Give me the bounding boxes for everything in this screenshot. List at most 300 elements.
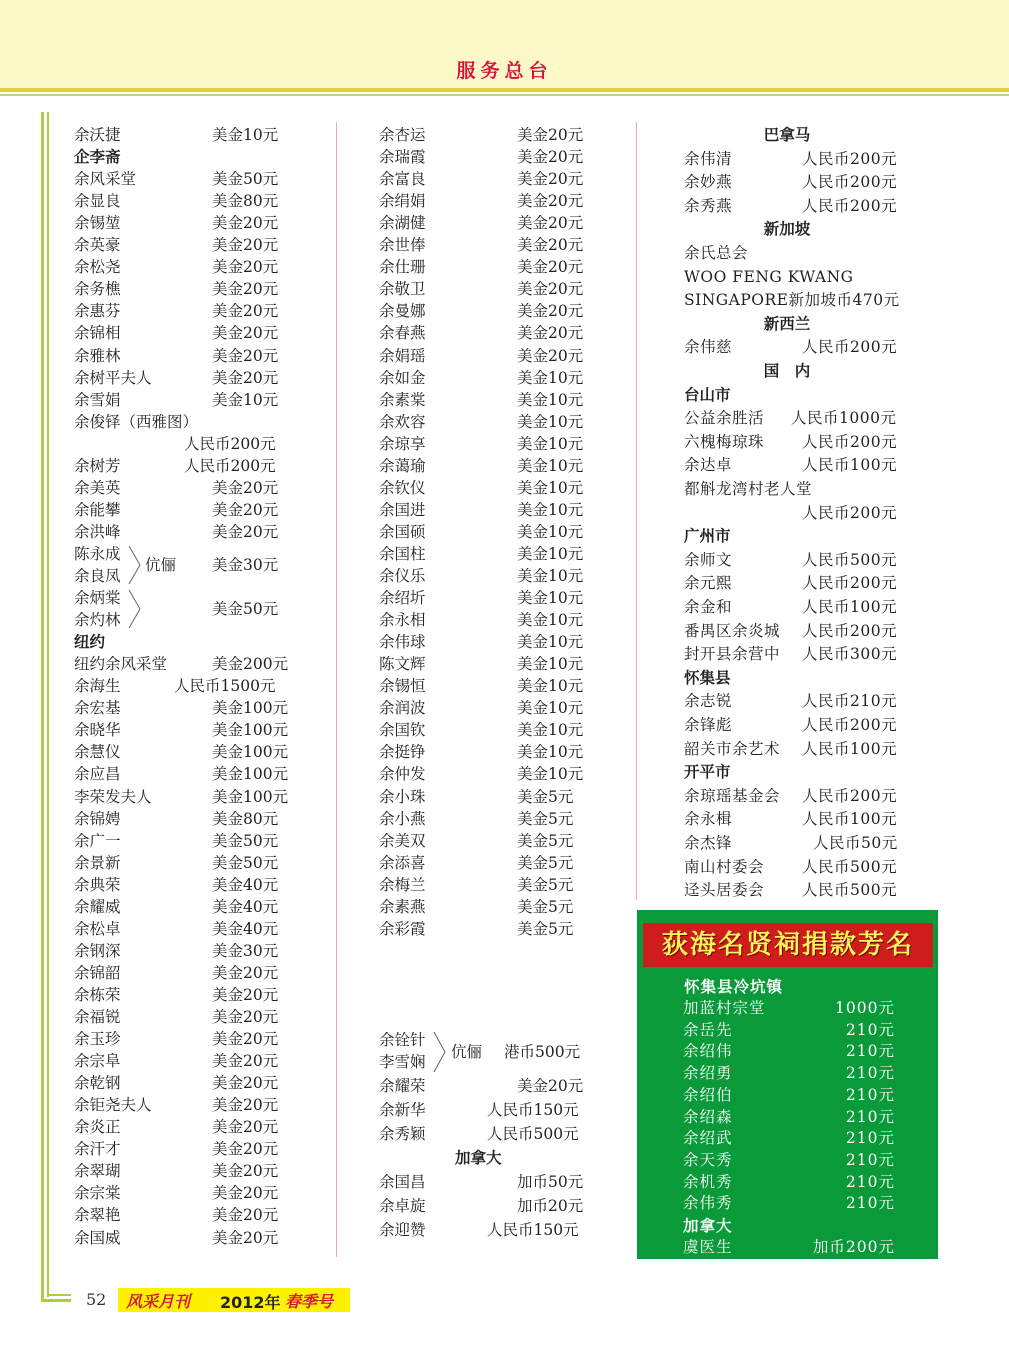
donation-amount: 人民币100元 [802,456,898,475]
donation-amount: 美金10元 [517,611,584,630]
donation-amount: 美金10元 [517,544,584,563]
donor-name: 余翠瑚 [74,1162,121,1181]
list-item [74,830,289,852]
list-item [74,1050,289,1072]
donation-amount: 美金10元 [212,126,279,144]
donor-name: 余绍伯 [683,1085,733,1104]
donor-name: 余志锐 [684,692,733,711]
list-item [379,300,594,322]
donation-amount: 美金20元 [212,963,279,982]
donation-amount: 美金20元 [212,1118,279,1137]
list-item [379,278,594,300]
donation-box-title: 荻海名贤祠捐款芳名 [661,930,914,960]
donor-name: 余乾钢 [74,1074,121,1093]
list-item [684,195,906,217]
list-item [379,146,594,168]
donor-name: 余晓华 [74,721,121,740]
donor-name: 余雅林 [74,346,121,365]
donation-amount: 美金100元 [212,743,289,762]
list-item [74,1094,289,1116]
list-item [684,336,906,358]
donation-amount: 人民币100元 [802,598,898,616]
list-item [684,171,906,193]
donation-amount: 美金10元 [517,765,584,784]
donation-amount: 人民币1500元 [174,677,276,696]
list-item [379,212,594,234]
donor-name: 余翠艳 [74,1206,121,1225]
list-item [379,521,594,543]
donor-name: 余广一 [74,831,121,850]
list-item [684,431,906,453]
donation-amount: 美金100元 [212,699,289,718]
list-item [684,620,906,642]
donor-name: 余福锐 [74,1008,121,1026]
donor-name: 余伟清 [684,149,733,168]
donor-name: 余钦仪 [379,478,426,497]
donor-name: 余景新 [74,853,121,872]
donation-amount: 美金20元 [212,985,279,1004]
brace-icon [433,1031,447,1073]
donation-amount: 美金20元 [517,214,584,233]
donor-name: 余宏基 [74,699,121,718]
list-item [379,477,594,499]
donor-name: 余琼享 [379,434,426,453]
donor-name: 余绢娟 [379,192,426,211]
donor-name: 余琼瑶基金会 [684,786,781,805]
donor-name: 加蓝村宗堂 [683,999,766,1017]
donation-amount: 美金20元 [517,324,584,343]
donor-name: 余慧仪 [74,743,121,762]
donor-name: 余春燕 [379,324,426,343]
donation-amount: 美金20元 [212,302,279,321]
donor-name: 余卓旋 [379,1197,426,1215]
donor-name: 陈文辉 [379,655,426,674]
donation-amount: 人民币150元 [487,1221,579,1239]
donation-amount: 美金10元 [517,633,584,652]
list-item [74,411,289,433]
list-item [684,454,906,476]
donor-name: 余国硕 [379,522,426,541]
header-rule-thin [0,94,1009,96]
list-item [684,785,906,807]
list-item [684,738,906,760]
donation-amount: 美金40元 [212,875,279,894]
donation-amount: 美金5元 [517,919,574,938]
donation-amount: 美金10元 [517,677,584,696]
donor-name: 余仲发 [379,765,426,784]
list-item [74,455,289,477]
list-item [379,609,594,631]
list-item [74,168,289,190]
list-item [379,1195,594,1217]
donation-amount: 210元 [845,1129,895,1148]
list-item [74,521,289,543]
donation-amount: 人民币150元 [487,1101,579,1119]
donation-amount: 人民币500元 [802,550,898,569]
donor-name: 六槐梅琼珠 [684,432,765,451]
donation-amount: 美金10元 [517,567,584,585]
donation-amount: 美金20元 [212,258,279,277]
donor-name: 余娟瑶 [379,346,426,365]
donation-amount: 210元 [845,1107,895,1126]
donation-amount: 美金20元 [517,302,584,321]
donor-name: 余耀威 [74,897,121,916]
donation-amount: 美金10元 [517,743,584,762]
donor-name: 余汗才 [74,1140,121,1159]
list-item [379,367,594,389]
donor-name: 余应昌 [74,765,121,784]
donation-amount: 人民币100元 [802,810,898,829]
donation-amount: 美金5元 [517,787,574,806]
couple-label: 伉俪 [145,555,177,574]
donation-amount: 美金50元 [212,170,279,189]
donor-name: 余富良 [379,170,426,189]
list-item [74,852,289,874]
donor-name: 余秀燕 [684,196,733,215]
donation-amount: 人民币200元 [802,173,898,192]
list-item [74,190,289,212]
donor-name: 余锦娉 [74,809,121,828]
donor-name: 余机秀 [683,1172,733,1191]
donor-name: 都斛龙湾村老人堂 [684,480,813,498]
donation-amount: 美金20元 [212,324,279,343]
page-title: 服务总台 [456,60,553,82]
list-item [684,148,906,170]
donation-amount: 美金30元 [212,941,279,960]
donation-amount: 美金20元 [212,368,279,387]
region-heading: 国 内 [763,361,811,380]
donation-amount: 美金20元 [212,522,279,541]
donation-amount: 人民币200元 [802,716,898,734]
list-item [379,256,594,278]
donation-amount: 美金10元 [517,434,584,453]
list-item [379,124,594,146]
list-item [684,478,906,500]
frame-bar [41,112,44,1302]
region-heading: 巴拿马 [763,125,811,144]
list-item [74,1028,289,1050]
donor-name: 余显良 [74,192,121,211]
list-item [379,1171,594,1193]
list-item [379,1123,594,1145]
column-divider [636,122,637,900]
list-item [74,1138,289,1160]
list-item [684,643,906,665]
donor-name: 余锦韶 [74,963,121,982]
donation-amount: 美金10元 [517,522,584,541]
donation-amount: 人民币200元 [802,503,898,522]
list-item [379,543,594,565]
donor-name: 余钢深 [74,941,121,960]
donor-name: 余湖健 [379,214,426,233]
donor-name: 余国进 [379,500,426,519]
donor-name: 封开县余营中 [684,645,781,664]
donation-amount: 210元 [845,1150,895,1169]
list-item [379,565,594,587]
city-heading: 开平市 [684,762,731,782]
list-item [74,1072,289,1094]
list-item [74,874,289,896]
donor-name: SINGAPORE新加坡币470元 [684,291,900,310]
donation-amount: 人民币1000元 [791,409,897,428]
donation-amount: 加币200元 [812,1237,895,1256]
donor-name: 余添喜 [379,853,426,872]
list-item [74,741,289,763]
donor-name: 余杰锋 [684,834,733,852]
list-item [74,234,289,256]
donor-name: 余松尧 [74,258,121,277]
donation-amount: 美金20元 [212,346,279,365]
list-item [74,499,289,521]
list-item [684,690,906,712]
list-item [379,322,594,344]
donation-amount: 210元 [845,1085,895,1104]
donor-name: 余润波 [379,699,426,718]
donation-amount: 美金5元 [517,875,574,894]
list-item [379,345,594,367]
donor-name: 余达卓 [684,456,733,475]
donation-amount: 美金20元 [517,258,584,277]
issue-season: 春季号 [285,1292,334,1311]
donor-name: 余雪娟 [74,390,121,409]
donor-name: 余沃捷 [74,126,121,144]
donor-name: 余耀荣 [379,1077,426,1095]
donor-name: 余师文 [684,550,733,569]
list-item [379,168,594,190]
list-item [684,832,906,854]
donor-name: 余务樵 [74,280,121,299]
list-item [74,300,289,322]
donor-name: 余英豪 [74,236,121,255]
donor-name: 余铨针 [379,1031,426,1049]
donation-amount: 美金10元 [212,390,279,409]
issue-year: 2012年 [220,1293,281,1312]
donor-name: 余树芳 [74,456,121,475]
list-item [379,808,594,830]
donation-amount: 加币20元 [517,1197,584,1215]
list-item [379,675,594,697]
list-item [74,278,289,300]
column-divider [336,122,337,1257]
list-item [74,984,289,1006]
donation-amount: 人民币500元 [802,881,898,900]
donor-name: 公益余胜活 [684,409,765,428]
donation-amount: 人民币200元 [802,338,898,357]
list-item [74,1160,289,1182]
list-item [74,389,289,411]
donor-name: 余国昌 [379,1173,426,1191]
brace-icon [128,589,142,629]
donation-amount: 210元 [845,1042,895,1061]
donor-name: 余宗阜 [74,1052,121,1071]
donor-name: 余梅兰 [379,875,426,894]
box-heading: 怀集县冷坑镇 [684,977,784,996]
donor-name: 余俊铎（西雅图） [74,412,199,431]
list-item [684,502,906,524]
donor-name: 余绍圻 [379,589,426,608]
donation-amount: 美金40元 [212,897,279,916]
donor-name: 余典荣 [74,875,121,894]
donation-amount: 人民币200元 [802,786,898,805]
donor-name: 余海生 [74,677,121,696]
donation-amount: 人民币200元 [802,621,898,640]
donation-amount: 美金10元 [517,721,584,740]
donor-name: 韶关市余艺术 [684,739,781,758]
donor-name: 余岳先 [683,1020,733,1039]
list-item [74,477,289,499]
list-item [684,808,906,830]
donation-amount: 人民币200元 [184,434,276,453]
list-item [74,918,289,940]
list-item [379,389,594,411]
list-item [74,697,289,719]
donation-amount: 美金20元 [212,1052,279,1071]
donation-amount: 人民币100元 [802,739,898,758]
donor-name: 余欢容 [379,412,426,431]
list-item [379,1099,594,1121]
donor-name: 南山村委会 [684,857,765,876]
donation-amount: 加币50元 [517,1173,584,1191]
donor-name: 余松卓 [74,919,121,938]
donation-amount: 美金20元 [212,1184,279,1203]
donation-amount: 美金5元 [517,809,574,828]
frame-bar [41,1299,71,1302]
list-item [379,499,594,521]
donor-name: 余素燕 [379,897,426,916]
donor-name: 余钜尧夫人 [74,1096,152,1115]
donor-name: WOO FENG KWANG [684,267,854,286]
list-item [379,763,594,785]
donor-name: 余仕珊 [379,258,426,277]
list-item [684,572,906,594]
list-item [379,631,594,653]
list-item [74,367,289,389]
donation-amount: 人民币200元 [184,456,276,475]
donation-amount: 美金20元 [517,192,584,211]
donation-amount: 美金20元 [517,170,584,189]
list-item [74,1116,289,1138]
donation-amount: 美金20元 [212,236,279,255]
list-item [74,1182,289,1204]
donor-name: 余仪乐 [379,567,426,585]
donation-amount: 美金20元 [212,1228,279,1247]
donor-name: 余秀颖 [379,1125,426,1143]
donation-amount: 美金10元 [517,655,584,674]
donation-amount: 美金5元 [517,897,574,916]
donor-name: 余如金 [379,368,426,387]
donor-name: 迳头居委会 [684,881,765,900]
donation-amount: 美金20元 [212,1030,279,1049]
donation-amount: 美金20元 [212,1162,279,1181]
donor-name: 余伟慈 [684,338,733,357]
donation-amount: 人民币200元 [802,432,898,451]
donation-amount: 美金10元 [517,368,584,387]
donation-amount: 美金20元 [212,1096,279,1115]
donation-amount: 美金5元 [517,853,574,872]
donor-name: 余迎赞 [379,1221,426,1239]
donor-name: 余绍武 [683,1129,733,1148]
list-item [379,719,594,741]
donor-name: 余瑞霞 [379,148,426,167]
box-heading: 加拿大 [683,1216,733,1235]
frame-bar [47,112,49,1297]
list-item [684,714,906,736]
donation-amount: 美金20元 [212,214,279,233]
donor-name: 余美双 [379,831,426,850]
list-item [379,234,594,256]
donation-amount: 美金10元 [517,699,584,718]
list-item [74,1006,289,1028]
donor-name: 余玉珍 [74,1030,121,1049]
region-heading: 新西兰 [763,313,811,333]
list-item [379,1219,594,1241]
donation-amount: 210元 [845,1194,895,1213]
list-item [684,407,906,429]
list-item [74,675,289,697]
list-item [379,1075,594,1097]
donor-name: 李荣发夫人 [74,787,152,806]
donor-name: 余绍勇 [683,1064,733,1083]
list-item [74,322,289,344]
list-item [379,190,594,212]
couple-label: 伉俪 [451,1043,483,1061]
list-item [379,874,594,896]
list-item [379,918,594,940]
donation-amount: 美金10元 [517,589,584,608]
donation-amount: 美金100元 [212,765,289,784]
donor-name: 余良凤 [74,567,121,585]
donation-amount: 美金50元 [212,600,279,619]
list-item [684,289,906,311]
donor-name: 余氏总会 [684,244,749,262]
donor-name: 余永楫 [684,810,733,829]
donation-amount: 人民币500元 [487,1125,579,1143]
donor-name: 余锡堃 [74,214,121,233]
donation-amount: 美金20元 [517,280,584,299]
donation-amount: 美金200元 [212,655,289,674]
section-heading: 纽约 [74,632,106,652]
donor-name: 余宗棠 [74,1184,121,1203]
donor-name: 余灼林 [74,611,121,630]
list-item [379,896,594,918]
donor-name: 李雪娴 [379,1053,426,1071]
donor-name: 余挺铮 [379,743,426,762]
list-item [74,763,289,785]
list-item [74,1204,289,1226]
city-heading: 广州市 [684,526,731,546]
donor-name: 余绍伟 [683,1042,733,1061]
donation-amount: 美金20元 [212,1206,279,1225]
donation-amount: 美金20元 [212,1074,279,1093]
donation-amount: 美金20元 [212,478,279,497]
list-item [74,808,289,830]
donation-amount: 美金40元 [212,919,279,938]
list-item [684,879,906,901]
donor-name: 余炳棠 [74,589,121,608]
donor-name: 余国钦 [379,721,426,740]
page-number: 52 [86,1290,107,1309]
list-item [684,856,906,878]
donor-name: 陈永成 [74,544,121,563]
donation-amount: 美金20元 [517,236,584,255]
donor-name: 余彩霞 [379,919,426,938]
list-item [379,411,594,433]
list-item [684,596,906,618]
donation-amount: 美金20元 [517,126,584,144]
list-item [684,266,906,288]
city-heading: 怀集县 [684,667,731,687]
donor-name: 余曼娜 [379,302,426,321]
